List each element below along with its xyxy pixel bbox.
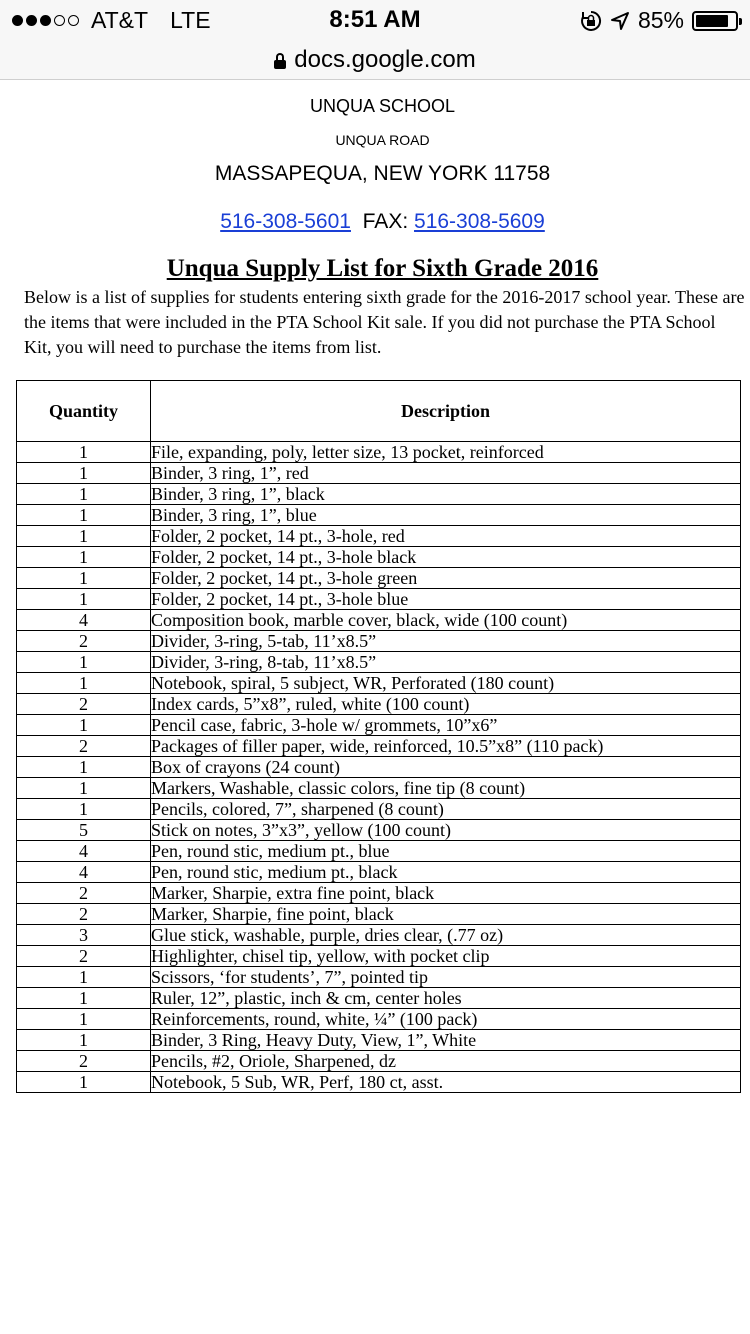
description-cell: Composition book, marble cover, black, wide (100 count) [151,610,741,631]
table-row [17,547,741,568]
table-row [17,652,741,673]
quantity-cell: 2 [17,946,151,967]
description-cell: File, expanding, poly, letter size, 13 pocket, reinforced [151,442,741,463]
phone-link[interactable]: 516-308-5601 [220,210,351,233]
description-cell: Marker, Sharpie, fine point, black [151,904,741,925]
supply-table [16,380,741,1093]
description-cell: Binder, 3 ring, 1”, blue [151,505,741,526]
quantity-cell: 1 [17,1009,151,1030]
url-domain: docs.google.com [294,45,476,73]
description-cell: Scissors, ‘for students’, 7”, pointed tip [151,967,741,988]
description-cell: Divider, 3-ring, 5-tab, 11’x8.5” [151,631,741,652]
intro-paragraph: Below is a list of supplies for students entering sixth grade for the 2016-2017 school year. These are the items that were included in the PTA School Kit sale. If you did not purchase the PTA School Kit, you will need to purchase the items from list. [24,287,745,357]
description-cell: Notebook, 5 Sub, WR, Perf, 180 ct, asst. [151,1072,741,1093]
quantity-cell: 2 [17,631,151,652]
description-cell: Pencils, colored, 7”, sharpened (8 count) [151,799,741,820]
table-row [17,946,741,967]
description-cell: Highlighter, chisel tip, yellow, with pocket clip [151,946,741,967]
table-row [17,1051,741,1072]
quantity-cell: 1 [17,778,151,799]
url-bar[interactable] [0,40,750,80]
description-cell: Notebook, spiral, 5 subject, WR, Perforated (180 count) [151,673,741,694]
description-cell: Pencils, #2, Oriole, Sharpened, dz [151,1051,741,1072]
description-cell: Binder, 3 ring, 1”, black [151,484,741,505]
location-icon [610,11,630,31]
fax-label: FAX: [362,210,409,233]
table-row [17,1030,741,1051]
table-row [17,1009,741,1030]
fax-link[interactable]: 516-308-5609 [414,210,545,233]
quantity-cell: 3 [17,925,151,946]
table-row [17,799,741,820]
quantity-cell: 1 [17,547,151,568]
quantity-cell: 1 [17,505,151,526]
quantity-cell: 1 [17,1072,151,1093]
table-row [17,715,741,736]
school-name: UNQUA SCHOOL [309,96,456,116]
table-row [17,610,741,631]
lock-icon [274,53,286,69]
table-row [17,694,741,715]
status-bar [0,0,750,40]
description-header: Description [151,381,741,442]
table-row [17,526,741,547]
table-row [17,442,741,463]
table-row [17,736,741,757]
table-row [17,631,741,652]
table-row [17,757,741,778]
battery-percent: 85% [637,7,684,33]
description-cell: Folder, 2 pocket, 14 pt., 3-hole blue [151,589,741,610]
description-cell: Index cards, 5”x8”, ruled, white (100 count) [151,694,741,715]
description-cell: Divider, 3-ring, 8-tab, 11’x8.5” [151,652,741,673]
description-cell: Ruler, 12”, plastic, inch & cm, center holes [151,988,741,1009]
table-row [17,967,741,988]
quantity-cell: 4 [17,862,151,883]
table-row [17,589,741,610]
description-cell: Folder, 2 pocket, 14 pt., 3-hole black [151,547,741,568]
quantity-cell: 1 [17,673,151,694]
table-row [17,904,741,925]
battery-icon [692,11,738,31]
quantity-cell: 1 [17,652,151,673]
quantity-cell: 1 [17,1030,151,1051]
page-title: Unqua Supply List for Sixth Grade 2016 [166,255,599,282]
clock: 8:51 AM [329,6,421,33]
table-row [17,820,741,841]
school-road: UNQUA ROAD [335,132,430,148]
quantity-cell: 4 [17,841,151,862]
rotation-lock-icon [580,10,602,32]
table-row [17,883,741,904]
quantity-cell: 1 [17,442,151,463]
description-cell: Marker, Sharpie, extra fine point, black [151,883,741,904]
table-row [17,673,741,694]
quantity-cell: 1 [17,526,151,547]
table-row [17,841,741,862]
table-row [17,484,741,505]
description-cell: Pencil case, fabric, 3-hole w/ grommets, 10”x6” [151,715,741,736]
description-cell: Stick on notes, 3”x3”, yellow (100 count) [151,820,741,841]
quantity-cell: 1 [17,988,151,1009]
description-cell: Glue stick, washable, purple, dries clear, (.77 oz) [151,925,741,946]
table-row [17,778,741,799]
quantity-cell: 2 [17,694,151,715]
description-cell: Box of crayons (24 count) [151,757,741,778]
table-row [17,568,741,589]
quantity-cell: 1 [17,715,151,736]
description-cell: Pen, round stic, medium pt., black [151,862,741,883]
description-cell: Folder, 2 pocket, 14 pt., 3-hole green [151,568,741,589]
table-row [17,925,741,946]
quantity-cell: 2 [17,736,151,757]
table-row [17,1072,741,1093]
description-cell: Reinforcements, round, white, ¼” (100 pack) [151,1009,741,1030]
table-row [17,988,741,1009]
description-cell: Pen, round stic, medium pt., blue [151,841,741,862]
quantity-cell: 1 [17,484,151,505]
quantity-cell: 4 [17,610,151,631]
quantity-cell: 1 [17,967,151,988]
description-cell: Folder, 2 pocket, 14 pt., 3-hole, red [151,526,741,547]
description-cell: Packages of filler paper, wide, reinforced, 10.5”x8” (110 pack) [151,736,741,757]
description-cell: Markers, Washable, classic colors, fine tip (8 count) [151,778,741,799]
quantity-cell: 2 [17,1051,151,1072]
quantity-cell: 1 [17,568,151,589]
quantity-cell: 5 [17,820,151,841]
contact-line [0,210,750,234]
description-cell: Binder, 3 ring, 1”, red [151,463,741,484]
quantity-cell: 1 [17,757,151,778]
quantity-cell: 2 [17,904,151,925]
table-row [17,862,741,883]
quantity-cell: 1 [17,589,151,610]
network-type: LTE [170,7,211,33]
school-city: MASSAPEQUA, NEW YORK 11758 [214,162,551,185]
status-right [580,7,738,34]
table-header-row [17,381,741,442]
table-row [17,505,741,526]
description-cell: Binder, 3 Ring, Heavy Duty, View, 1”, White [151,1030,741,1051]
quantity-cell: 1 [17,799,151,820]
quantity-cell: 1 [17,463,151,484]
quantity-cell: 2 [17,883,151,904]
quantity-header: Quantity [17,381,151,442]
carrier-name: AT&T [91,7,149,33]
table-row [17,463,741,484]
